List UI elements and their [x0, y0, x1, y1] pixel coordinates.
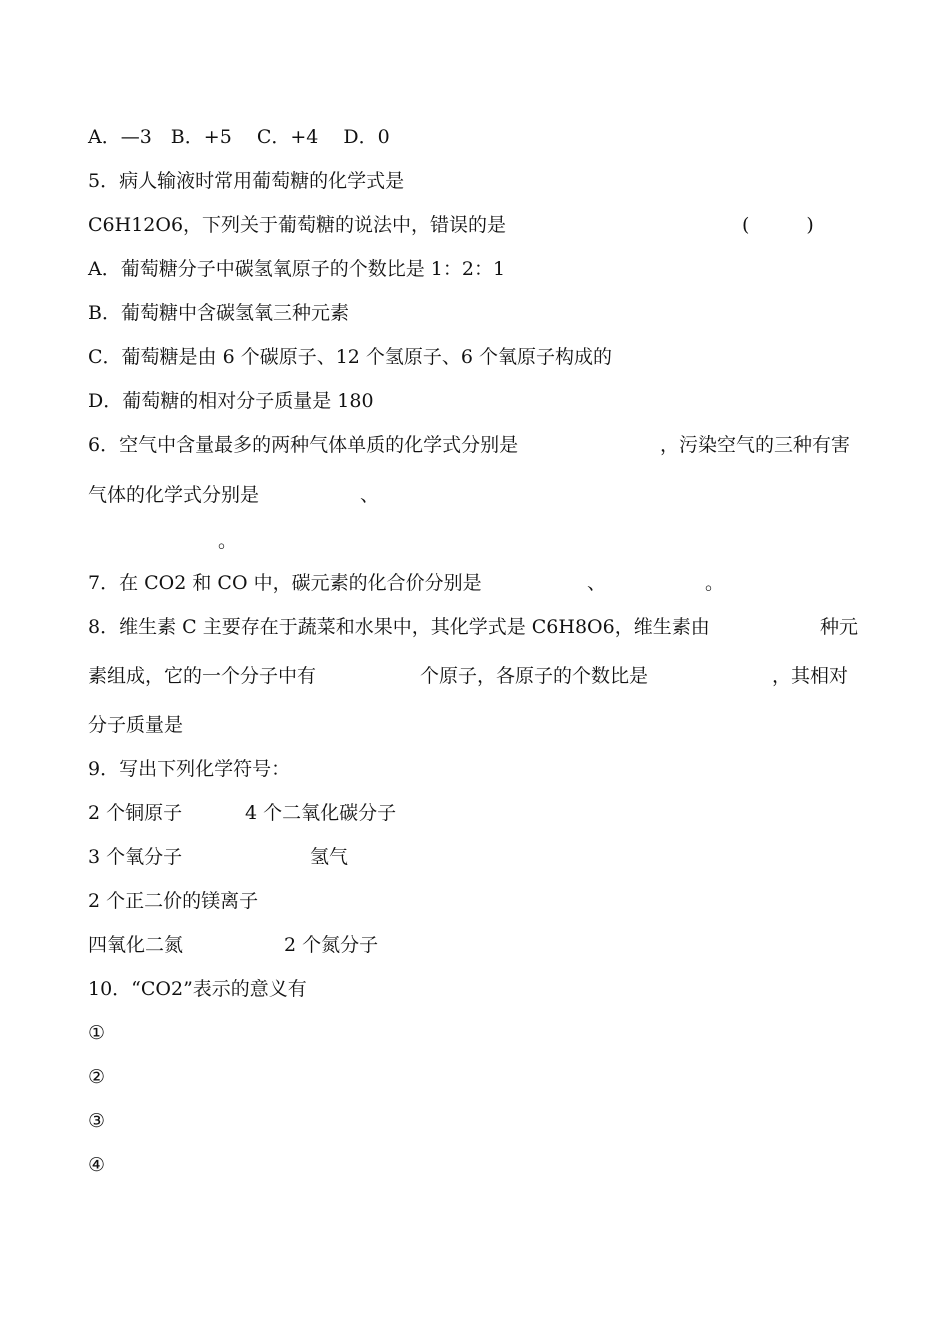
- q7-separator: 、: [587, 572, 607, 594]
- q5-option-d: D．葡萄糖的相对分子质量是 180: [88, 390, 374, 412]
- q8-line1-b: 种元: [820, 616, 859, 638]
- q9-item-copper-atoms: 2 个铜原子: [88, 802, 183, 824]
- q4-options: A．—3 B．+5 C．+4 D．0: [88, 126, 390, 148]
- q6-line3-end: 。: [218, 530, 238, 552]
- q5-option-b: B．葡萄糖中含碳氢氧三种元素: [88, 302, 349, 324]
- q10-marker-2: ②: [88, 1066, 106, 1088]
- q8-line1-a: 8．维生素 C 主要存在于蔬菜和水果中，其化学式是 C6H8O6，维生素由: [88, 616, 710, 638]
- q9-item-hydrogen: 氢气: [310, 846, 349, 868]
- q5-answer-paren: ( ): [742, 214, 814, 236]
- q9-item-oxygen-molecules: 3 个氧分子: [88, 846, 183, 868]
- q10-marker-4: ④: [88, 1154, 106, 1176]
- q9-item-magnesium-ions: 2 个正二价的镁离子: [88, 890, 259, 912]
- q8-line2-a: 素组成，它的一个分子中有: [88, 665, 317, 687]
- q8-line2-b: 个原子，各原子的个数比是: [420, 665, 649, 687]
- q5-stem-line2: C6H12O6，下列关于葡萄糖的说法中，错误的是: [88, 214, 507, 236]
- q8-line3: 分子质量是: [88, 714, 184, 736]
- q6-line1-b: ，污染空气的三种有害: [660, 434, 851, 456]
- q10-marker-1: ①: [88, 1022, 106, 1044]
- q9-item-dinitrogen-tetroxide: 四氧化二氮: [88, 934, 184, 956]
- q9-stem: 9．写出下列化学符号：: [88, 758, 291, 780]
- q8-line2-c: ，其相对: [772, 665, 849, 687]
- q5-stem-line1: 5．病人输液时常用葡萄糖的化学式是: [88, 170, 405, 192]
- q10-marker-3: ③: [88, 1110, 106, 1132]
- q6-line2-a: 气体的化学式分别是: [88, 484, 260, 506]
- q5-option-a: A．葡萄糖分子中碳氢氧原子的个数比是 1：2：1: [88, 258, 506, 280]
- q6-line1-a: 6．空气中含量最多的两种气体单质的化学式分别是: [88, 434, 519, 456]
- q9-item-co2-molecules: 4 个二氧化碳分子: [245, 802, 397, 824]
- q9-item-nitrogen-molecules: 2 个氮分子: [284, 934, 379, 956]
- q7-end: 。: [705, 572, 725, 594]
- q6-line2-separator: 、: [360, 484, 380, 506]
- q7-text: 7．在 CO2 和 CO 中，碳元素的化合价分别是: [88, 572, 482, 594]
- q5-option-c: C．葡萄糖是由 6 个碳原子、12 个氢原子、6 个氧原子构成的: [88, 346, 613, 368]
- q10-stem: 10．“CO2”表示的意义有: [88, 978, 307, 1000]
